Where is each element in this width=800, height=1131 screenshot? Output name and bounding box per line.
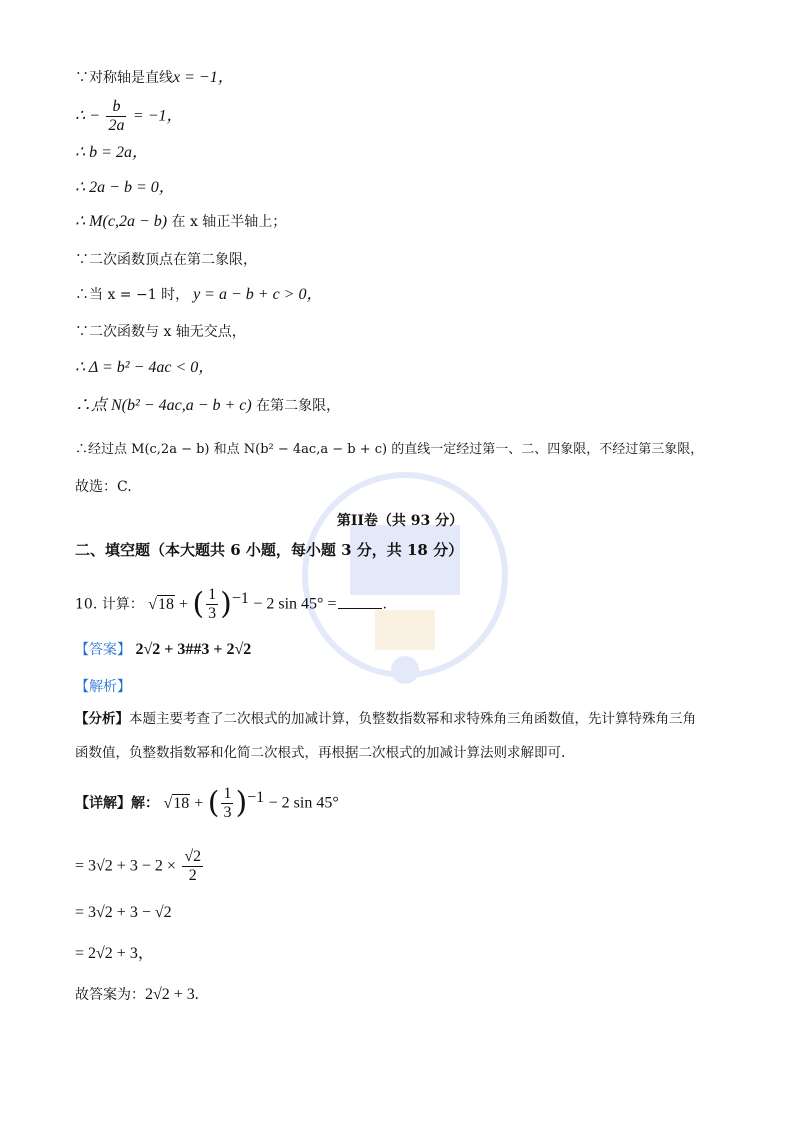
analysis-label: 【解析】: [75, 679, 131, 695]
volume-title: 第II卷（共 93 分）: [336, 513, 464, 529]
line-2a-minus-b: ∴ 2a − b = 0，: [75, 179, 175, 196]
fraction-b-over-2a: $\frac{b}{2a}$: [108, 98, 125, 134]
answer-blank: [338, 596, 382, 609]
step-2: = 3√2 + 3 − √2: [75, 904, 172, 921]
analysis-line-2: 函数值，负整数指数幂和化简二次根式，再根据二次根式的加减计算法则求解即可.: [75, 745, 566, 761]
line-no-intersection: ∵二次函数与 x 轴无交点，: [75, 324, 246, 340]
line-symmetry-axis: ∵对称轴是直线x = −1，: [75, 69, 234, 86]
line-conclusion: ∴经过点 M(c,2a − b) 和点 N(b² − 4ac,a − b + c) 的直线一定经过第一、二、四象限，不经过第三象限，: [75, 442, 704, 457]
step-3: = 2√2 + 3，: [75, 945, 154, 962]
line-fraction: ∴ − $\frac{b}{2a}$ = −1，: [75, 98, 183, 134]
answer-line: [75, 640, 251, 660]
final-answer-line: 故答案为：2√2 + 3.: [75, 986, 199, 1003]
line-choice: 故选：C.: [75, 479, 132, 495]
line-point-m: ∴ M(c,2a − b) 在 x 轴正半轴上；: [75, 213, 287, 230]
sqrt-18: √18 +: [148, 595, 188, 613]
line-discriminant: ∴ Δ = b² − 4ac < 0，: [75, 359, 215, 376]
answer-value: 2√2 + 3##3 + 2√2: [135, 641, 252, 658]
detail-line: 【详解】解： √18 + ( $\frac{1}{3}$ )$^{-1}$ − 2 sin 45°: [75, 785, 339, 821]
analysis-line-1: 【分析】本题主要考查了二次根式的加减计算，负整数指数幂和求特殊角三角函数值，先计算特殊角三角: [75, 711, 696, 727]
watermark-logo: [290, 455, 520, 705]
step-1: = 3√2 + 3 − 2 × $\frac{√2}{2}$: [75, 848, 202, 884]
question-10: 10. 计算： √18 + ( $\frac{1}{3}$ )$^{-1}$ − 2 sin 45° = .: [75, 586, 387, 622]
line-b-equals-2a: ∴ b = 2a，: [75, 144, 148, 161]
answer-label: 【答案】: [75, 642, 131, 658]
line-when-x-minus-1: ∴当 x = −1 时， y = a − b + c > 0，: [75, 286, 323, 303]
line-point-n: ∴点 N(b² − 4ac,a − b + c) 在第二象限，: [75, 397, 341, 414]
line-vertex-quadrant: ∵二次函数顶点在第二象限，: [75, 252, 257, 268]
fraction-one-third: $\frac{1}{3}$: [208, 586, 217, 622]
section-heading: 二、填空题（本大题共 6 小题，每小题 3 分，共 18 分）: [75, 541, 464, 559]
